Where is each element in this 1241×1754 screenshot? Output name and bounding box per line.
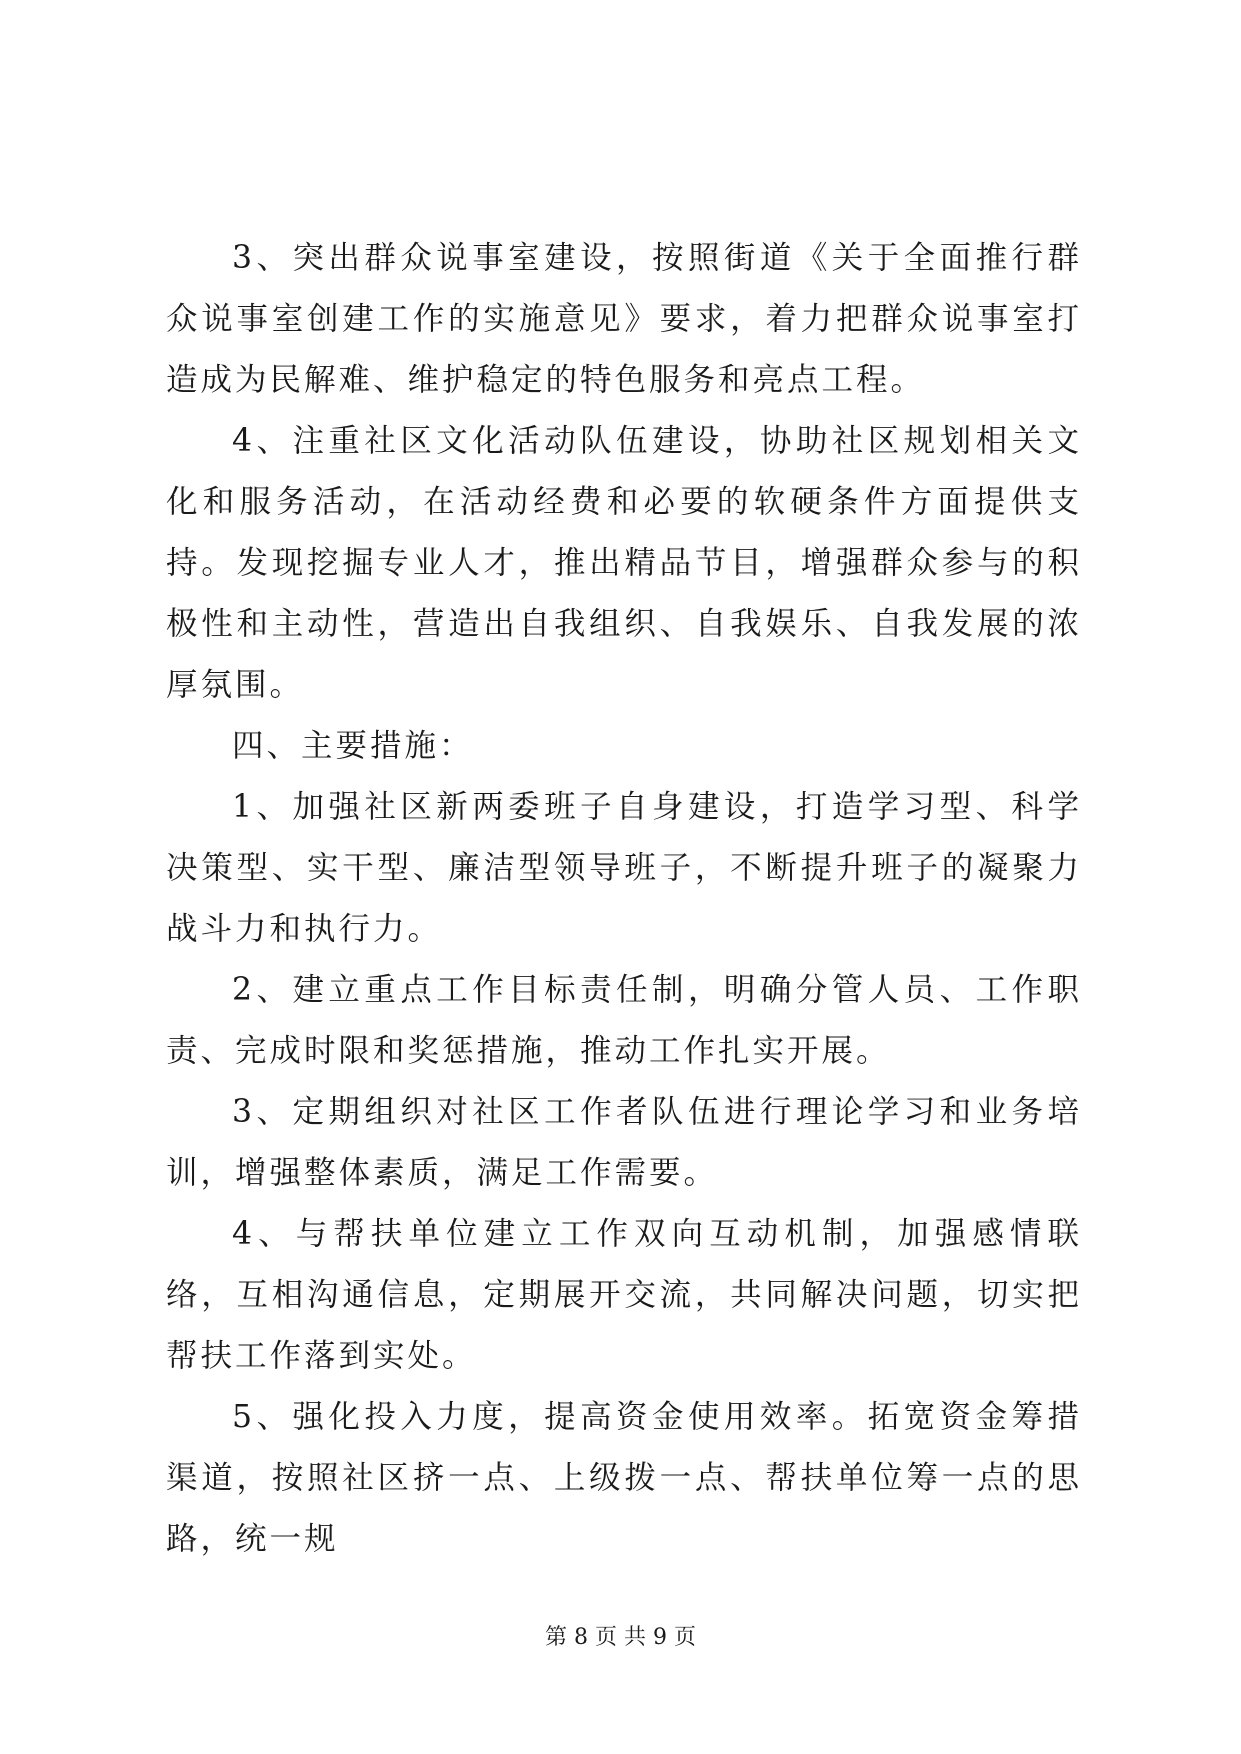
page-number-footer: 第 8 页 共 9 页 [545, 1625, 696, 1650]
paragraph-1: 3、突出群众说事室建设，按照街道《关于全面推行群众说事室创建工作的实施意见》要求，着力把群众说事室打造成为民解难、维护稳定的特色服务和亮点工程。 [166, 240, 1082, 398]
document-body [166, 228, 1082, 1570]
paragraph-7: 4、与帮扶单位建立工作双向互动机制，加强感情联络，互相沟通信息，定期展开交流，共同解决问题，切实把帮扶工作落到实处。 [166, 1216, 1082, 1374]
section-heading-main-measures: 四、主要措施： [232, 728, 474, 764]
paragraph-2: 4、注重社区文化活动队伍建设，协助社区规划相关文化和服务活动，在活动经费和必要的软硬条件方面提供支持。发现挖掘专业人才，推出精品节目，增强群众参与的积极性和主动性，营造出自我组织、自我娱乐、自我发展的浓厚氛围。 [166, 423, 1082, 703]
paragraph-6: 3、定期组织对社区工作者队伍进行理论学习和业务培训，增强整体素质，满足工作需要。 [166, 1094, 1082, 1191]
paragraph-4: 1、加强社区新两委班子自身建设，打造学习型、科学决策型、实干型、廉洁型领导班子，不断提升班子的凝聚力战斗力和执行力。 [166, 789, 1082, 947]
paragraph-8: 5、强化投入力度，提高资金使用效率。拓宽资金筹措渠道，按照社区挤一点、上级拨一点、帮扶单位筹一点的思路，统一规 [166, 1399, 1082, 1557]
paragraph-5: 2、建立重点工作目标责任制，明确分管人员、工作职责、完成时限和奖惩措施，推动工作扎实开展。 [166, 972, 1082, 1069]
